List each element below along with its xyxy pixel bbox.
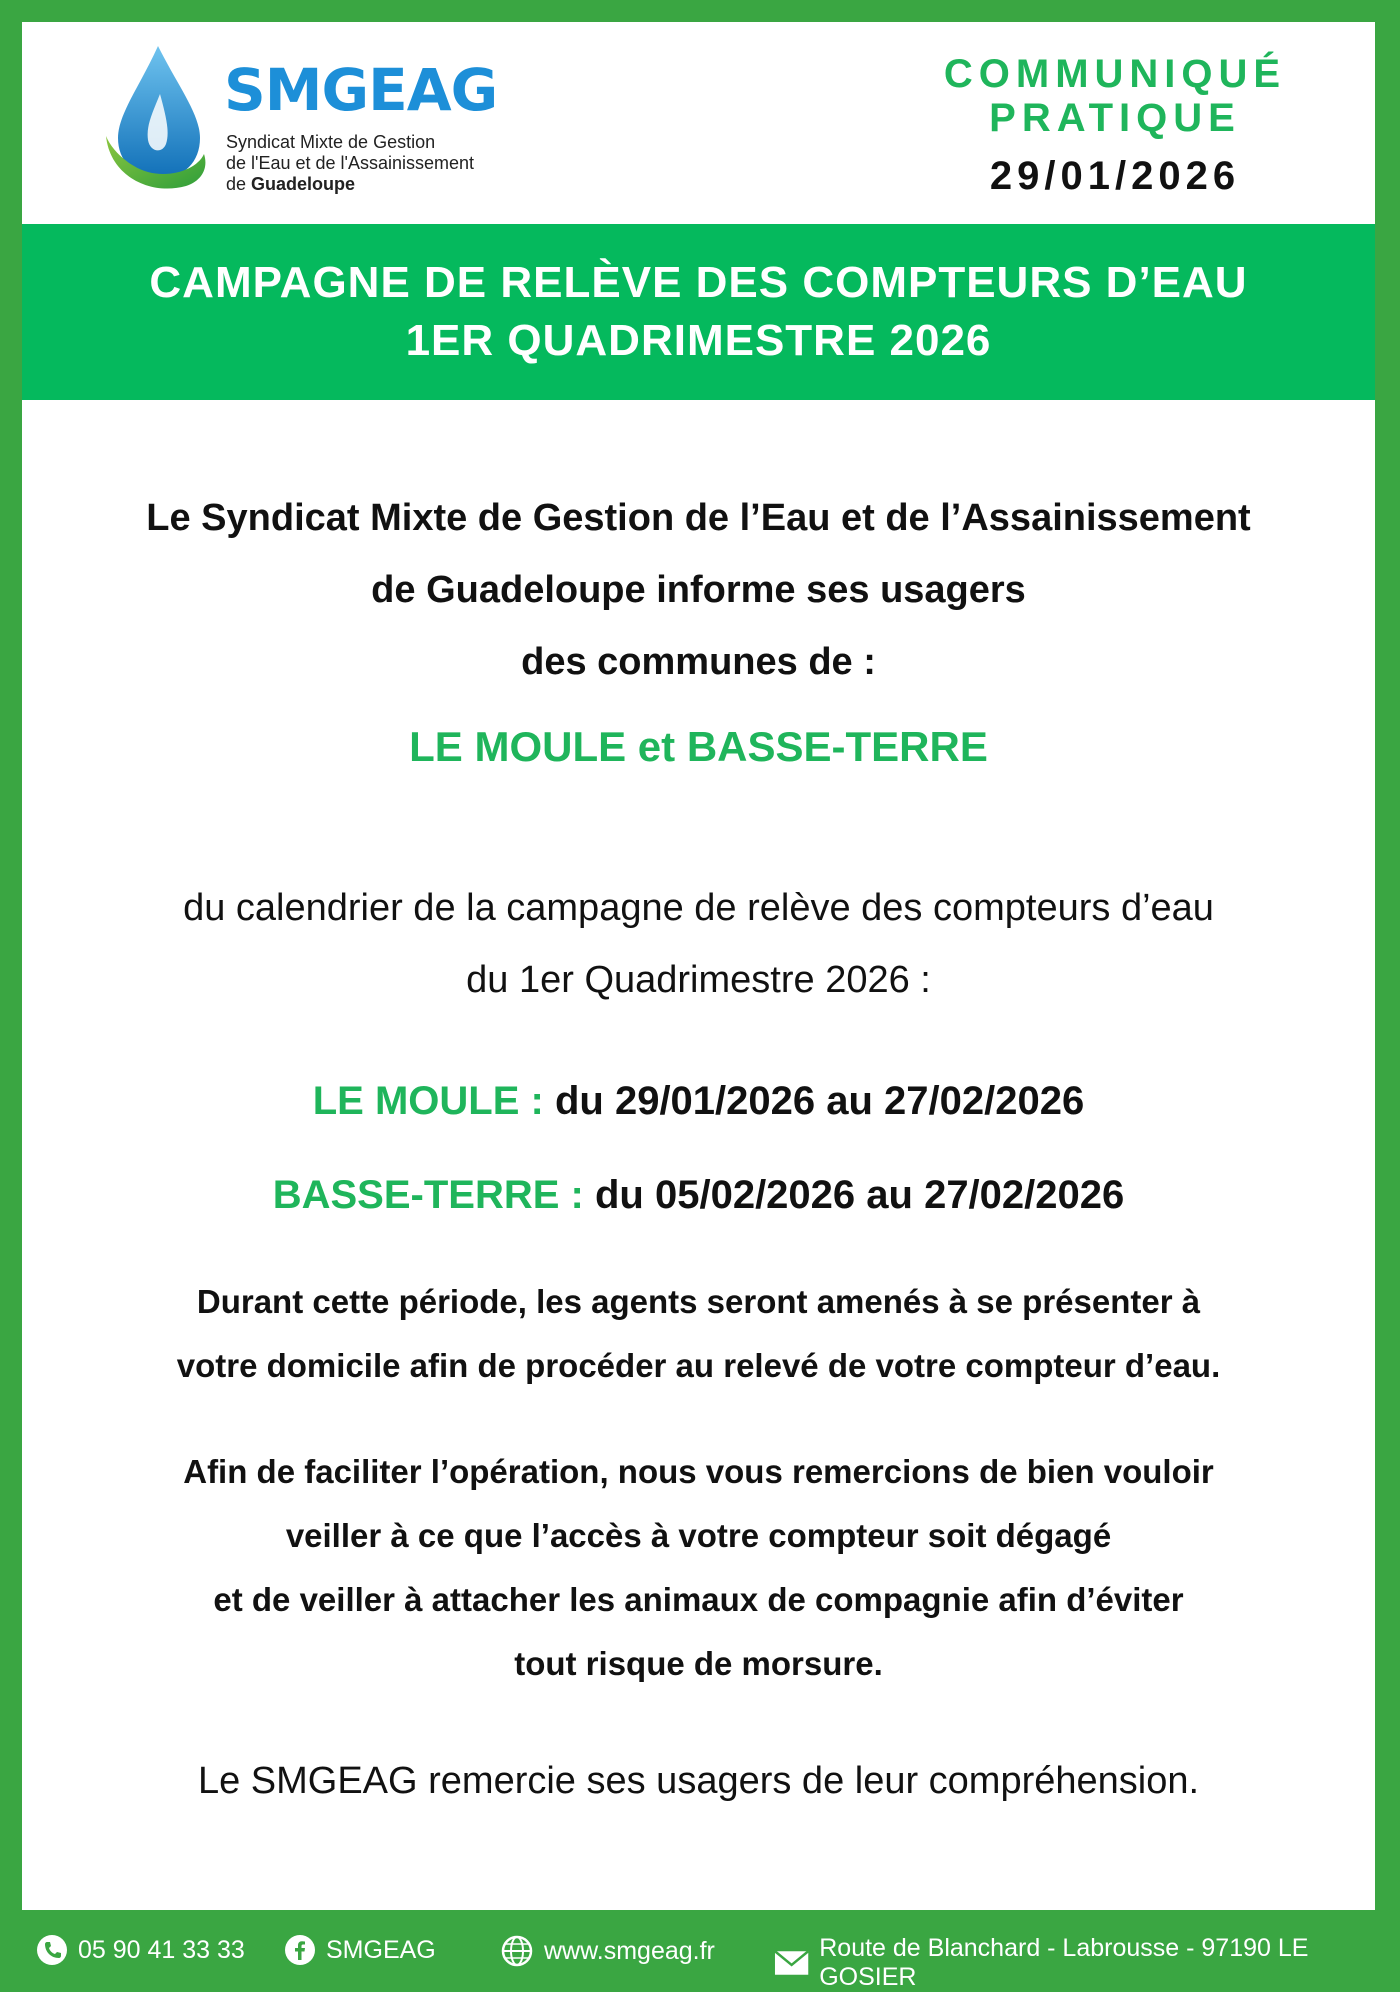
logo-subtitle-line: de l'Eau et de l'Assainissement (226, 153, 475, 173)
globe-icon (500, 1934, 534, 1968)
footer-phone-text: 05 90 41 33 33 (78, 1935, 245, 1964)
smgeag-logo (100, 36, 560, 206)
intro-paragraph (62, 482, 1335, 698)
logo-subtitle (226, 132, 556, 195)
communique-date: 29/01/2026 (989, 154, 1241, 198)
envelope-icon (774, 1950, 809, 1976)
logo-subtitle-prefix: de (226, 174, 252, 194)
footer-phone[interactable] (36, 1934, 245, 1966)
communique-header (925, 52, 1305, 199)
thanks-message: Le SMGEAG remercie ses usagers de leur compréhension. (197, 1760, 1200, 1802)
intro-line: Le Syndicat Mixte de Gestion de l’Eau et de l’Assainissement (146, 497, 1251, 539)
logo-name: SMGEAG (224, 56, 498, 124)
period-label: LE MOULE : (312, 1079, 544, 1123)
facebook-icon (284, 1934, 316, 1966)
banner-title-line2: 1ER QUADRIMESTRE 2026 (405, 316, 992, 365)
period-le-moule (62, 1076, 1335, 1126)
notice-line: veiller à ce que l’accès à votre compteur soit dégagé (285, 1517, 1112, 1554)
footer-address (774, 1934, 1400, 1992)
logo-subtitle-line (226, 174, 556, 195)
agents-notice (62, 1270, 1335, 1398)
access-notice (62, 1440, 1335, 1696)
title-banner (22, 224, 1375, 400)
intro-line: de Guadeloupe informe ses usagers (371, 569, 1026, 611)
logo-subtitle-line: Syndicat Mixte de Gestion (226, 132, 436, 152)
logo-subtitle-bold: Guadeloupe (251, 174, 356, 194)
period-dates: du 29/01/2026 au 27/02/2026 (554, 1079, 1085, 1123)
footer-contact-bar (0, 1910, 1400, 1991)
notice-line: Afin de faciliter l’opération, nous vous remercions de bien vouloir (183, 1453, 1214, 1490)
notice-line: et de veiller à attacher les animaux de compagnie afin d’éviter (213, 1581, 1184, 1618)
communique-title-line1: COMMUNIQUÉ (943, 52, 1287, 96)
notice-line: Durant cette période, les agents seront amenés à se présenter à (196, 1283, 1201, 1320)
period-dates: du 05/02/2026 au 27/02/2026 (594, 1173, 1125, 1217)
notice-line: tout risque de morsure. (514, 1645, 883, 1682)
phone-icon (36, 1934, 68, 1966)
footer-facebook[interactable] (284, 1934, 436, 1966)
notice-line: votre domicile afin de procéder au relevé de votre compteur d’eau. (176, 1347, 1221, 1384)
footer-address-text: Route de Blanchard - Labrousse - 97190 LE GOSIER (819, 1934, 1309, 1991)
footer-website[interactable] (500, 1934, 715, 1968)
document-page (22, 22, 1375, 1910)
water-drop-leaf-icon (100, 36, 210, 196)
intro-line: des communes de : (521, 641, 876, 683)
communes-heading: LE MOULE et BASSE-TERRE (409, 723, 988, 770)
banner-title-line1: CAMPAGNE DE RELÈVE DES COMPTEURS D’EAU (149, 258, 1248, 307)
calendar-line: du 1er Quadrimestre 2026 : (466, 959, 931, 1001)
footer-facebook-text: SMGEAG (326, 1935, 436, 1964)
period-basse-terre (62, 1170, 1335, 1220)
calendar-paragraph (62, 872, 1335, 1016)
communique-title-line2: PRATIQUE (989, 96, 1241, 140)
footer-website-text: www.smgeag.fr (544, 1936, 715, 1965)
calendar-line: du calendrier de la campagne de relève des compteurs d’eau (183, 887, 1214, 929)
main-content (62, 482, 1335, 1806)
period-label: BASSE-TERRE : (272, 1173, 584, 1217)
